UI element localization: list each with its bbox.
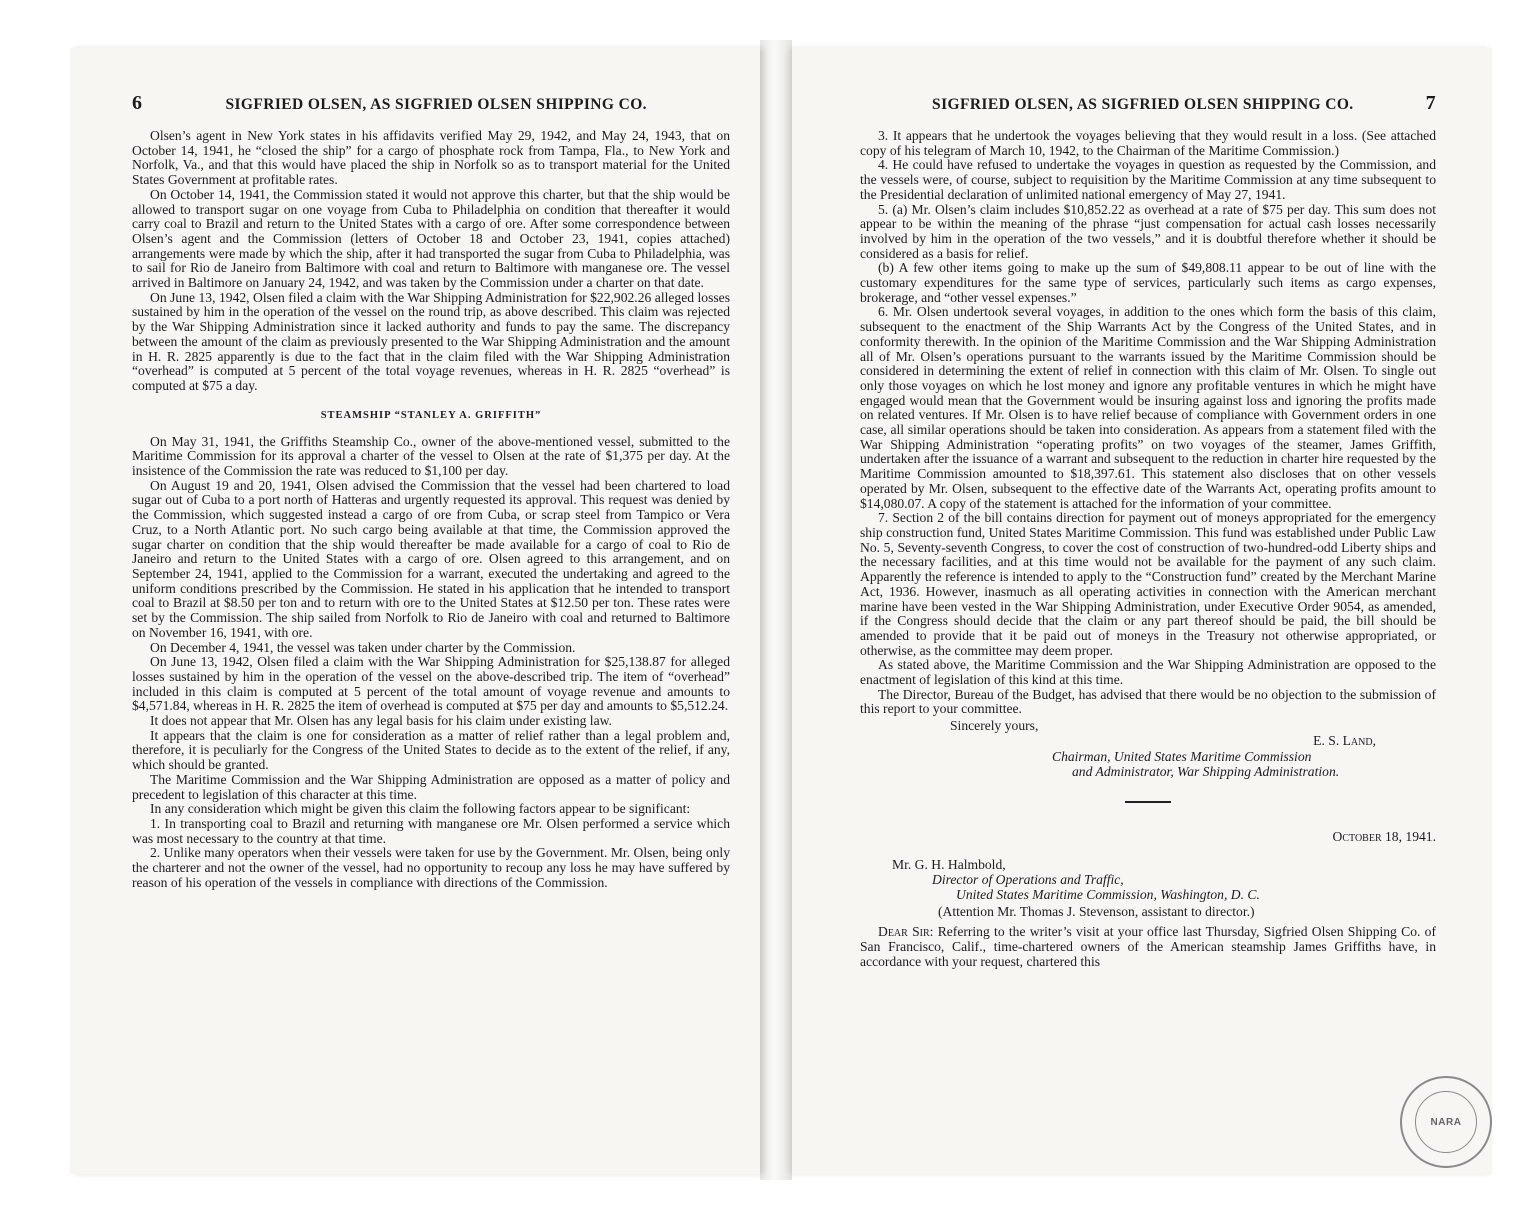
paragraph: 4. He could have refused to undertake the voyages in question as requested by the Commission, and the vessels were, of course, subject to requisition by the Maritime Commission at any time subsequent to the Presidential declaration of unlimited national emergency of May 27, 1941. (860, 157, 1436, 202)
paragraph: In any consideration which might be given this claim the following factors appear to be significant: (150, 801, 691, 817)
salutation: Dear Sir: (878, 924, 934, 940)
left-body (132, 129, 730, 890)
signer-title-line1: Chairman, United States Maritime Commission (1052, 749, 1312, 765)
paragraph: 2. Unlike many operators when their vessels were taken for use by the Government. Mr. Olsen, being only the charterer and not the owner of the vessel, had no opportunity to recoup any loss he may have suffered by reason of his operation of the vessels in compliance with directions of the Commission. (132, 845, 730, 890)
right-running-header (860, 92, 1436, 115)
paragraph: It appears that the claim is one for consideration as a matter of relief rather than a legal problem and, therefore, it is peculiarly for the Congress of the United States to decide as to the extent of the relief, if any, which should be granted. (132, 727, 730, 773)
paragraph: 5. (a) Mr. Olsen’s claim includes $10,852.22 as overhead at a rate of $75 per day. This sum does not appear to be within the meaning of the phrase “just compensation for actual cash losses necessarily involved by him in the operation of the two vessels,” and it is doubtful therefore whether it should be considered as a basis for relief. (860, 201, 1436, 261)
paragraph: Olsen’s agent in New York states in his affidavits verified May 29, 1942, and May 24, 1943, that on October 14, 1941, he “closed the ship” for a cargo of phosphate rock from Tampa, Fla., to New York and Norfolk, Va., and that this would have placed the ship in Norfolk so as to transport material for the United States Government at profitable rates. (132, 128, 730, 188)
signer-name: E. S. Land, (1313, 733, 1376, 749)
left-running-header (132, 92, 730, 115)
addressee-title: Director of Operations and Traffic, (932, 872, 1124, 888)
letter-body-text: Referring to the writer’s visit at your office last Thursday, Sigfried Olsen Shipping Co. of San Francisco, Calif., time-chartered owners of the American steamship James Griffiths have, in accordance with your request, chartered this (860, 924, 1436, 969)
addressee-organization: United States Maritime Commission, Washington, D. C. (956, 887, 1260, 903)
paragraph: On October 14, 1941, the Commission stated it would not approve this charter, but that the ship would be allowed to transport sugar on one voyage from Cuba to Philadelphia on condition that thereafter it would carry coal to Brazil and return to the United States with a cargo of ore. After some correspondence between Olsen’s agent and the Commission (letters of October 18 and October 23, 1941, copies attached) arrangements were made by which the ship, after it had transported the sugar from Cuba to Philadelphia, was to sail for Rio de Janeiro from Baltimore with coal and return to Baltimore with manganese ore. The vessel arrived in Baltimore on January 24, 1942, and was taken by the Commission under a charter on that date. (132, 186, 730, 291)
library-seal-stamp (1400, 1076, 1492, 1168)
letter-date: October 18, 1941. (1332, 829, 1436, 845)
paragraph: The Director, Bureau of the Budget, has advised that there would be no objection to the submission of this report to your committee. (860, 686, 1436, 717)
section-heading: STEAMSHIP “STANLEY A. GRIFFITH” (320, 409, 542, 421)
paragraph: On June 13, 1942, Olsen filed a claim with the War Shipping Administration for $25,138.87 for alleged losses sustained by him in the operation of the vessel on the above-described trip. The item of “overhead” included in this claim is computed at 5 percent of the total amount of voyage revenue and amounts to $4,571.84, whereas in H. R. 2825 the item of overhead is computed at $75 per day and amounts to $5,512.24. (132, 654, 730, 714)
paragraph: On June 13, 1942, Olsen filed a claim with the War Shipping Administration for $22,902.26 alleged losses sustained by him in the operation of the vessel on the round trip, as above described. This claim was rejected by the War Shipping Administration since it lacked authority and funds to pay the same. The discrepancy between the amount of the claim as previously presented to the War Shipping Administration and the amount in H. R. 2825 apparently is due to the fact that in the claim filed with the War Shipping Administration “overhead” is computed at 5 percent of the total voyage revenues, whereas in H. R. 2825 “overhead” is computed at $75 a day. (132, 289, 730, 393)
stamp-center-text: NARA (1415, 1091, 1477, 1153)
closing: Sincerely yours, (950, 718, 1039, 734)
left-page (70, 48, 760, 1174)
attention-line: (Attention Mr. Thomas J. Stevenson, assistant to director.) (938, 904, 1255, 920)
paragraph: The Maritime Commission and the War Shipping Administration are opposed as a matter of policy and precedent to legislation of this character at this time. (132, 771, 730, 802)
paragraph: 6. Mr. Olsen undertook several voyages, in addition to the ones which form the basis of this claim, subsequent to the enactment of the Ship Warrants Act by the Congress of the United States, and in conformity therewith. In the opinion of the Maritime Commission and the War Shipping Administration all of Mr. Olsen’s operations pursuant to the warrants issued by the Maritime Commission should be considered in determining the extent of relief in connection with this claim of Mr. Olsen. To single out only those voyages on which he lost money and ignore any profitable ventures in which he might have engaged would mean that the Government would be insuring against loss and ignoring the profits made on related ventures. If Mr. Olsen is to have relief because of compliance with Government orders in one case, all similar operations should be taken into consideration. As appears from a statement filed with the War Shipping Administration “operating profits” on two voyages of the steamer, James Griffith, undertaken after the issuance of a warrant and subsequent to the reduction in charter hire requested by the Maritime Commission amounted to $18,397.61. This statement also discloses that on other vessels operated by Mr. Olsen, subsequent to the effective date of the Warrants Act, operating profits amount to $14,080.07. A copy of the statement is attached for the information of your committee. (860, 304, 1436, 511)
paragraph: It does not appear that Mr. Olsen has any legal basis for his claim under existing law. (150, 713, 612, 729)
right-running-head-title: SIGFRIED OLSEN, AS SIGFRIED OLSEN SHIPPING CO. (932, 96, 1354, 113)
paragraph: 3. It appears that he undertook the voyages believing that they would result in a loss. (See attached copy of his telegram of March 10, 1942, to the Chairman of the Maritime Commission.) (860, 128, 1436, 158)
paragraph: As stated above, the Maritime Commission and the War Shipping Administration are opposed to the enactment of legislation of this kind at this time. (860, 657, 1436, 688)
book-gutter (760, 40, 792, 1180)
paragraph: On August 19 and 20, 1941, Olsen advised the Commission that the vessel had been chartered to load sugar out of Cuba to a port north of Hatteras and urgently requested its approval. This request was denied by the Commission, which suggested instead a cargo of ore from Cuba, or scrap steel from Tampico or Vera Cruz, to a North Atlantic port. No such cargo being available at that time, the Commission approved the sugar charter on condition that the ship would thereafter be made available for a cargo of coal to Rio de Janeiro and return to the United States with a cargo of ore. Olsen agreed to this arrangement, and on September 24, 1941, applied to the Commission for a warrant, executed the undertaking and agreed to the uniform conditions prescribed by the Commission. He stated in his application that he intended to transport coal to Brazil at $8.50 per ton and to return with ore to the United States at $12.50 per ton. These rates were set by the Commission. The ship sailed from Norfolk to Rio de Janeiro with coal and returned to Baltimore on November 16, 1941, with ore. (132, 477, 730, 640)
divider-rule (1125, 801, 1171, 803)
paragraph: On December 4, 1941, the vessel was taken under charter by the Commission. (150, 639, 576, 655)
right-body (860, 129, 1436, 717)
paragraph: 1. In transporting coal to Brazil and returning with manganese ore Mr. Olsen performed a service which was most necessary to the country at that time. (132, 815, 730, 846)
left-running-head-title: SIGFRIED OLSEN, AS SIGFRIED OLSEN SHIPPING CO. (225, 96, 647, 113)
left-page-number: 6 (132, 92, 143, 114)
paragraph: 7. Section 2 of the bill contains direction for payment out of moneys appropriated for the emergency ship construction fund, United States Maritime Commission. This fund was established under Public Law No. 5, Seventy-seventh Congress, to cover the cost of construction of two-hundred-odd Liberty ships and the necessary facilities, and at this time would not be available for the payment of any such claim. Apparently the reference is intended to apply to the “Construction fund” created by the Merchant Marine Act, 1936. However, inasmuch as all operating activities in connection with the American merchant marine have been vested in the War Shipping Administration, under Executive Order 9054, as amended, if the Congress should decide that the claim or any part thereof should be paid, the bill should be amended to provide that it be paid out of moneys in the Treasury not otherwise appropriated, or otherwise, as the committee may deem proper. (860, 510, 1436, 658)
right-page (792, 48, 1492, 1174)
letter-body (860, 925, 1436, 969)
right-page-number: 7 (1425, 92, 1436, 114)
addressee-name: Mr. G. H. Halmbold, (892, 857, 1006, 873)
paragraph: (b) A few other items going to make up the sum of $49,808.11 appear to be out of line with the customary expenditures for the same type of services, particularly such items as cargo expenses, brokerage, and “other vessel expenses.” (860, 260, 1436, 305)
paragraph: On May 31, 1941, the Griffiths Steamship Co., owner of the above-mentioned vessel, submitted to the Maritime Commission for its approval a charter of the vessel to Olsen at the rate of $1,375 per day. At the insistence of the Commission the rate was reduced to $1,100 per day. (132, 433, 730, 479)
signer-title-line2: and Administrator, War Shipping Administration. (1072, 764, 1340, 780)
